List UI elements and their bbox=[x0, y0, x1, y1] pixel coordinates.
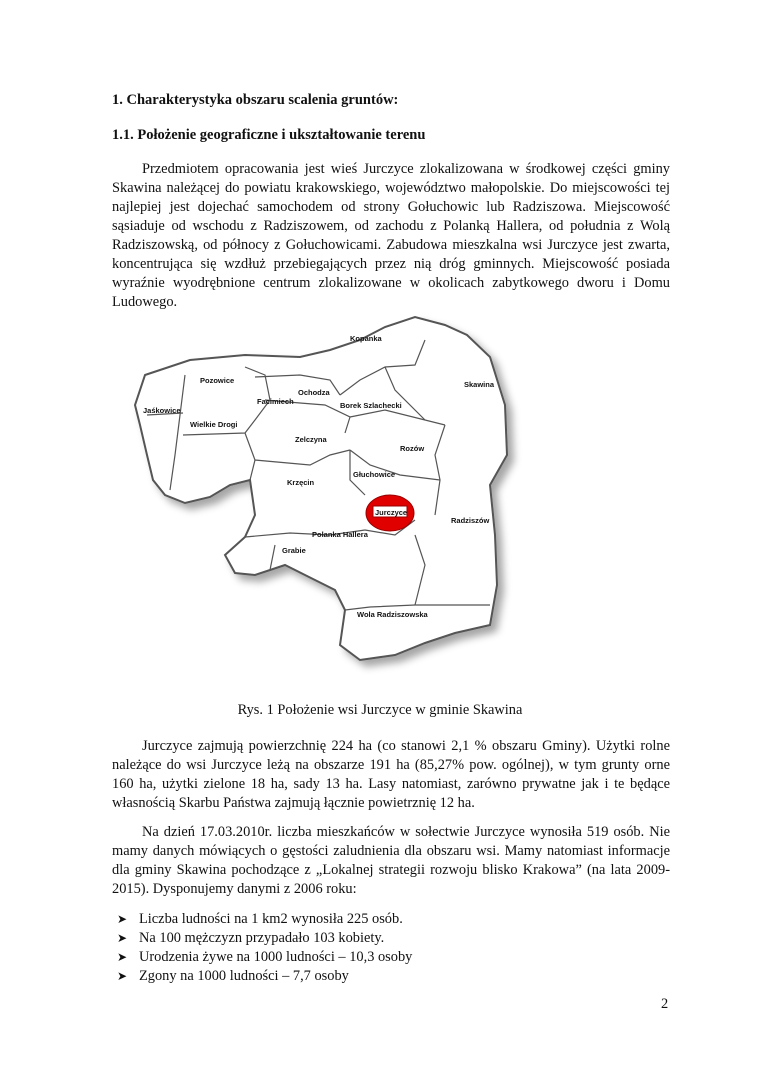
list-item bbox=[117, 910, 412, 929]
map-label-jaskowice: Jaśkowice bbox=[143, 406, 181, 415]
list-item-text: Na 100 mężczyzn przypadało 103 kobiety. bbox=[139, 930, 385, 946]
list-item bbox=[117, 929, 412, 948]
list-item-text: Urodzenia żywe na 1000 ludności – 10,3 osoby bbox=[139, 949, 413, 965]
section-heading: 1. Charakterystyka obszaru scalenia gruntów: bbox=[112, 92, 399, 108]
map-label-borek: Borek Szlachecki bbox=[340, 401, 402, 410]
page-number: 2 bbox=[661, 996, 669, 1012]
figure-caption: Rys. 1 Położenie wsi Jurczyce w gminie Skawina bbox=[237, 702, 523, 718]
map-label-jurczyce: Jurczyce bbox=[375, 508, 408, 517]
arrow-bullet-icon: ➤ bbox=[117, 950, 128, 964]
map-label-wola: Wola Radziszowska bbox=[357, 610, 428, 619]
list-item-text: Liczba ludności na 1 km2 wynosiła 225 osób. bbox=[139, 911, 403, 927]
map-label-radziszow: Radziszów bbox=[451, 516, 490, 525]
list-item bbox=[117, 967, 412, 986]
map-label-polanka: Polanka Hallera bbox=[312, 530, 368, 539]
area-paragraph: Jurczyce zajmują powierzchnię 224 ha (co stanowi 2,1 % obszaru Gminy). Użytki rolne należące do wsi Jurczyce leżą na obszarze 191 ha (85,27% pow. ogólnej), w tym grunty orne 160 ha, użytki zielone 18 ha, sady 13 ha. Lasy natomiast, zarówno prywatne jak i te będące własnością Skarbu Państwa zajmują łącznie powietrznię 12 ha. bbox=[112, 738, 670, 811]
map-label-wielkie-drogi: Wielkie Drogi bbox=[190, 420, 238, 429]
map-label-rozow: Rozów bbox=[400, 444, 425, 453]
population-paragraph: Na dzień 17.03.2010r. liczba mieszkańców w sołectwie Jurczyce wynosiła 519 osób. Nie mamy danych mówiących o gęstości zaludnienia dla obszaru wsi. Mamy natomiast informacje dla gminy Skawina pochodzące z „Lokalnej strategii rozwoju blisko Krakowa” (na lata 2009-2015). Dysponujemy danymi z 2006 roku: bbox=[112, 824, 670, 897]
map-label-ochodza: Ochodza bbox=[298, 388, 330, 397]
arrow-bullet-icon: ➤ bbox=[117, 969, 128, 983]
map-label-grabie: Grabie bbox=[282, 546, 306, 555]
arrow-bullet-icon: ➤ bbox=[117, 931, 128, 945]
statistics-list bbox=[117, 910, 412, 986]
map-label-gluchowice: Głuchowice bbox=[353, 470, 396, 479]
municipality-map bbox=[95, 305, 575, 680]
list-item bbox=[117, 948, 412, 967]
map-label-skawina: Skawina bbox=[464, 380, 495, 389]
list-item-text: Zgony na 1000 ludności – 7,7 osoby bbox=[139, 968, 349, 984]
map-label-kopanka: Kopanka bbox=[350, 334, 382, 343]
map-label-krzecin: Krzęcin bbox=[287, 478, 315, 487]
subsection-heading: 1.1. Położenie geograficzne i ukształtowanie terenu bbox=[112, 127, 426, 143]
arrow-bullet-icon: ➤ bbox=[117, 912, 128, 926]
intro-paragraph: Przedmiotem opracowania jest wieś Jurczyce zlokalizowana w środkowej części gminy Skawina należącej do powiatu krakowskiego, województwo małopolskie. Do miejscowości tej najlepiej jest dojechać samochodem od strony Gołuchowic lub Radziszowa. Miejscowość sąsiaduje od wschodu z Radziszowem, od zachodu z Polanką Hallera, od południa z Wolą Radziszowską, od północy z Gołuchowicami. Zabudowa mieszkalna wsi Jurczyce jest zwarta, koncentrująca się wzdłuż przebiegających przez nią dróg gminnych. Miejscowość posiada wyraźnie wyodrębnione centrum zlokalizowane w okolicach zabytkowego dworu i Domu Ludowego. bbox=[112, 161, 670, 310]
map-label-pozowice: Pozowice bbox=[200, 376, 235, 385]
map-label-zelczyna: Zelczyna bbox=[295, 435, 327, 444]
map-label-facimiech: Facimiech bbox=[257, 397, 294, 406]
municipality-outline bbox=[135, 317, 507, 660]
